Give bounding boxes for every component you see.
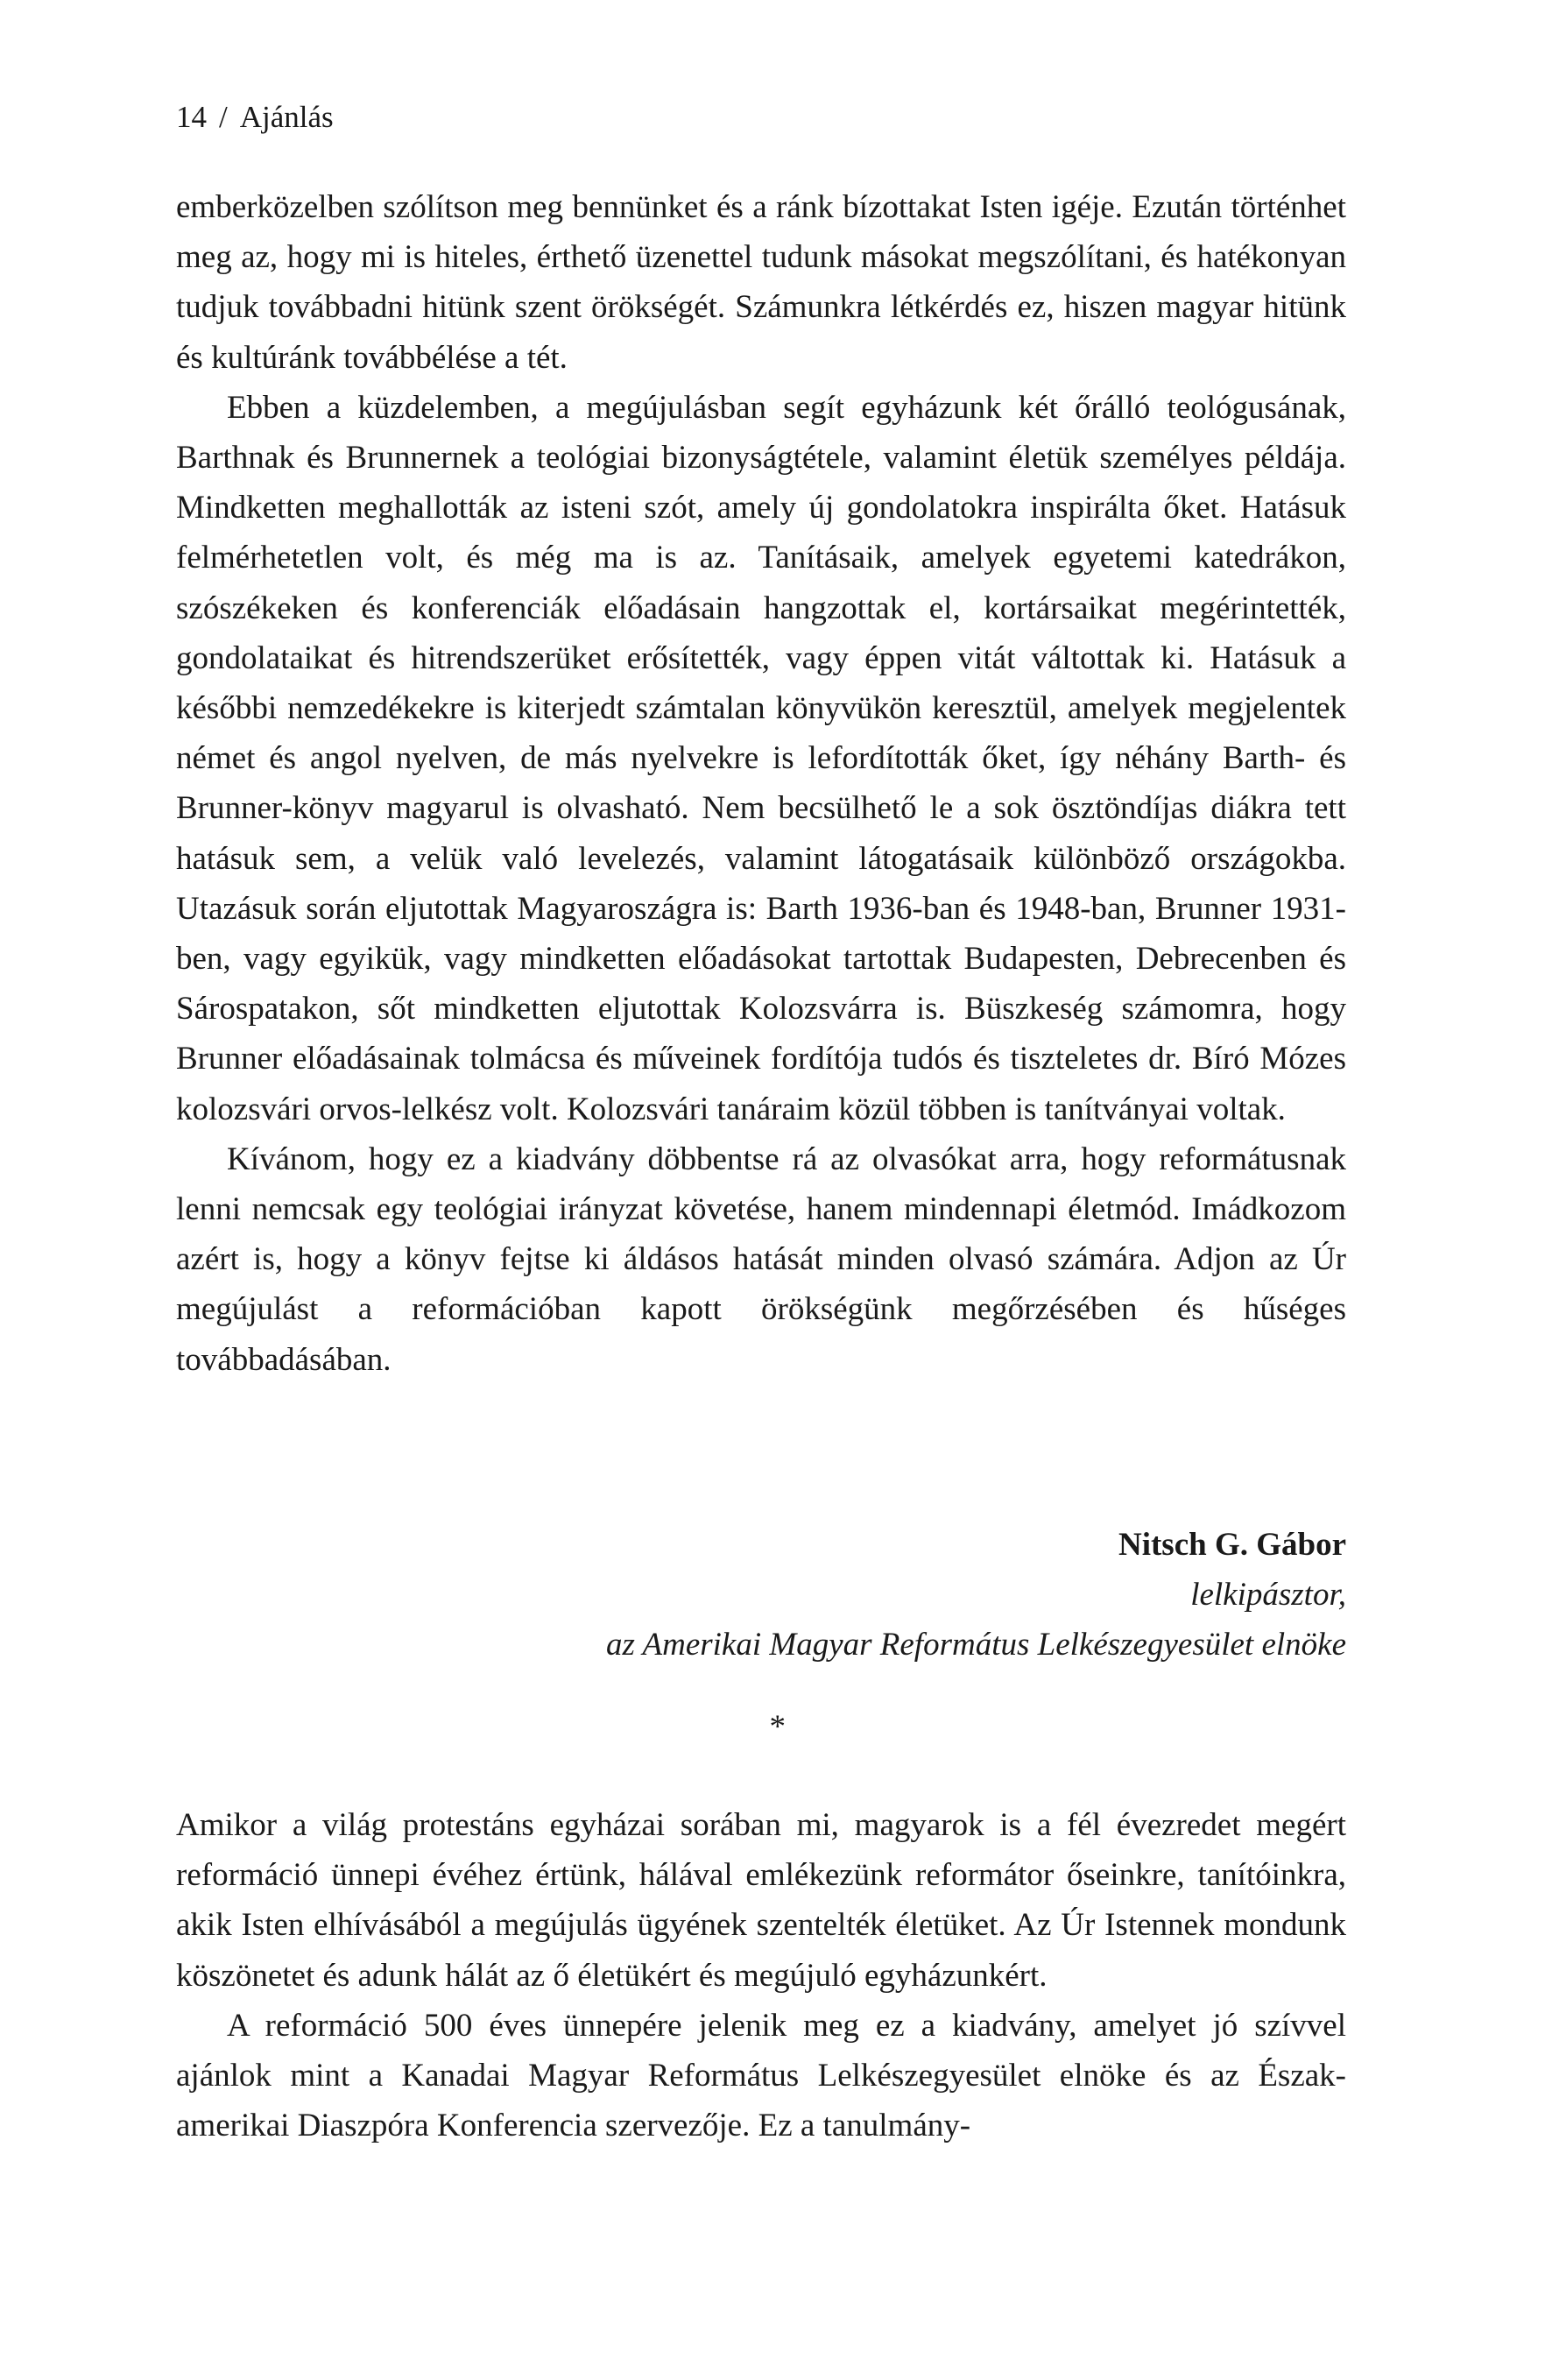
section-title: Ajánlás — [239, 100, 334, 134]
section-separator: * — [769, 1709, 786, 1745]
header-separator: / — [219, 100, 228, 134]
paragraph: emberközelben szólítson meg bennünket és a ránk bízottakat Isten igéje. Ezután történhet meg az, hogy mi is hiteles, érthető üzenettel tudunk másokat megszólítani, és hatékonyan tudjuk továbbadni hitünk szent örökségét. Számunkra létkérdés ez, hiszen magyar hitünk és kultúránk továbbélése a tét. — [176, 189, 1346, 376]
recommendation-text-2 — [176, 1800, 1346, 2150]
author-role: lelkipásztor, — [1190, 1577, 1346, 1614]
signature-block — [176, 1520, 1346, 1670]
page-number: 14 — [176, 100, 207, 134]
paragraph: Ebben a küzdelemben, a megújulásban segít egyházunk két őrálló teológusának, Barthnak és Brunnernek a teológiai bizonyságtétele, valamint életük személyes példája. Mindketten meghallották az isteni szót, amely új gondolatokra inspirálta őket. Hatásuk felmérhetetlen volt, és még ma is az. Tanításaik, amelyek egyetemi katedrákon, szószékeken és konferenciák előadásain hangzottak el, kortársaikat megérintették, gondolataikat és hitrendszerüket erősítették, vagy éppen vitát váltottak ki. Hatásuk a későbbi nemzedékekre is kiterjedt számtalan könyvükön keresztül, amelyek megjelentek német és angol nyelven, de más nyelvekre is lefordították őket, így néhány Barth- és Brunner-könyv magyarul is olvasható. Nem becsülhető le a sok ösztöndíjas diákra tett hatásuk sem, a velük való levelezés, valamint látogatásaik különböző országokba. Utazásuk során eljutottak Magyaroszágra is: Barth 1936-ban és 1948-ban, Brunner 1931-ben, vagy egyikük, vagy mindketten előadásokat tartottak Budapesten, Debrecenben és Sárospatakon, sőt mindketten eljutottak Kolozsvárra is. Büszkeség számomra, hogy Brunner előadásainak tolmácsa és műveinek fordítója tudós és tiszteletes dr. Bíró Mózes kolozsvári orvos-lelkész volt. Kolozsvári tanáraim közül többen is tanítványai voltak. — [176, 389, 1346, 1127]
paragraph: Amikor a világ protestáns egyházai sorában mi, magyarok is a fél évezredet megért reformáció ünnepi évéhez értünk, hálával emlékezünk reformátor őseinkre, tanítóinkra, akik Isten elhívásából a megújulás ügyének szentelték életüket. Az Úr Istennek mondunk köszönetet és adunk hálát az ő életükért és megújuló egyházunkért. — [176, 1807, 1346, 1994]
running-head — [176, 98, 334, 137]
paragraph: A reformáció 500 éves ünnepére jelenik meg ez a kiadvány, amelyet jó szívvel ajánlok mint a Kanadai Magyar Református Lelkészegyesület elnöke és az Észak-amerikai Diaszpóra Konferencia szervezője. Ez a tanulmány- — [176, 2007, 1346, 2144]
author-name: Nitsch G. Gábor — [1118, 1527, 1346, 1563]
recommendation-text-1 — [176, 182, 1346, 1385]
paragraph: Kívánom, hogy ez a kiadvány döbbentse rá az olvasókat arra, hogy reformátusnak lenni nemcsak egy teológiai irányzat követése, hanem mindennapi életmód. Imádkozom azért is, hogy a könyv fejtse ki áldásos hatását minden olvasó számára. Adjon az Úr megújulást a reformációban kapott örökségünk megőrzésében és hűséges továbbadásában. — [176, 1141, 1346, 1378]
author-organization: az Amerikai Magyar Református Lelkészegyesület elnöke — [606, 1627, 1346, 1663]
